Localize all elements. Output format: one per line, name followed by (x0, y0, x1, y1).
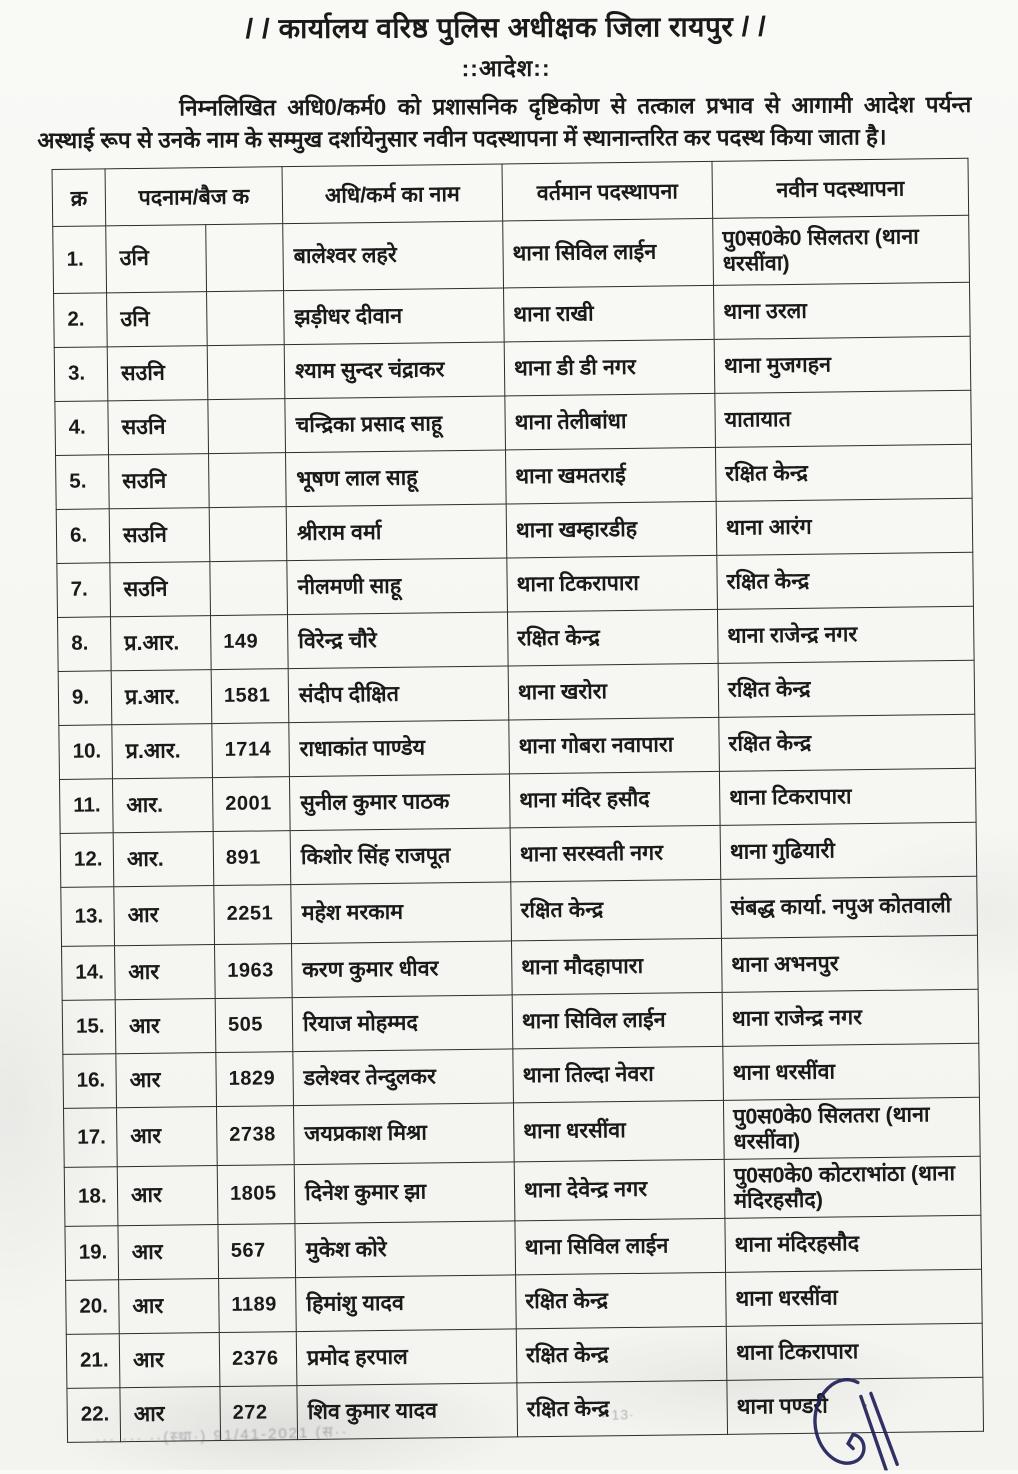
cell-name: डलेश्वर तेन्दुलकर (293, 1049, 514, 1106)
cell-rank: उनि (106, 225, 207, 293)
cell-rank: सउनि (109, 508, 210, 563)
cell-serial: 19. (65, 1226, 119, 1281)
cell-rank: आर (115, 999, 216, 1054)
cell-badge-number: 2251 (214, 885, 292, 945)
cell-rank: आर (119, 1333, 220, 1388)
col-header-name: अधि/कर्म का नाम (282, 164, 503, 224)
cell-name: नीलमणी साहू (287, 558, 508, 615)
cell-name: श्याम सुन्दर चंद्राकर (284, 342, 505, 399)
table-row (61, 876, 978, 946)
cell-rank: प्र.आर. (111, 616, 212, 671)
cell-rank: आर (115, 945, 216, 1000)
order-heading: ::आदेश:: (461, 54, 551, 82)
cell-name: करण कुमार धीवर (292, 941, 513, 998)
cell-current-posting: थाना देवेन्द्र नगर (514, 1159, 725, 1221)
cell-serial: 9. (58, 671, 112, 726)
cell-current-posting: थाना डी डी नगर (504, 339, 715, 396)
cell-badge-number: 1714 (212, 723, 290, 778)
cell-name: जयप्रकाश मिश्रा (293, 1103, 514, 1165)
cell-current-posting: थाना गोबरा नवापारा (509, 717, 720, 774)
cell-badge-number: 149 (210, 615, 288, 670)
cell-name: श्रीराम वर्मा (286, 504, 507, 561)
cell-current-posting: रक्षित केन्द्र (516, 1326, 727, 1383)
cell-current-posting: थाना सिविल लाईन (515, 1218, 726, 1275)
cell-badge-number: 1189 (219, 1278, 297, 1333)
cell-badge-number: 2376 (219, 1332, 297, 1387)
cell-badge-number (208, 399, 286, 454)
cell-new-posting: पु0स0के0 सिलतरा (थाना धरसींवा) (723, 1097, 980, 1159)
table-body (53, 215, 984, 1442)
cell-current-posting: रक्षित केन्द्र (517, 1380, 728, 1437)
cell-current-posting: थाना धरसींवा (513, 1100, 724, 1162)
cell-badge-number: 1963 (215, 944, 293, 999)
cell-current-posting: थाना मंदिर हसौद (509, 771, 720, 828)
table-row (53, 215, 970, 293)
cell-new-posting: रक्षित केन्द्र (717, 552, 974, 609)
cell-new-posting: थाना टिकरापारा (726, 1323, 983, 1380)
cell-badge-number: 272 (220, 1386, 298, 1441)
cell-current-posting: थाना टिकरापारा (507, 555, 718, 612)
cell-rank: उनि (107, 292, 208, 347)
cell-badge-number: 2738 (216, 1106, 294, 1166)
cell-new-posting: थाना धरसींवा (726, 1269, 983, 1326)
cell-new-posting: यातायात (715, 390, 972, 447)
cell-new-posting: थाना राजेन्द्र नगर (717, 606, 974, 663)
cell-new-posting: रक्षित केन्द्र (715, 444, 972, 501)
cell-rank: आर (120, 1387, 221, 1442)
cell-new-posting: रक्षित केन्द्र (718, 660, 975, 717)
cell-name: चन्द्रिका प्रसाद साहू (285, 396, 506, 453)
cell-serial: 7. (57, 563, 111, 618)
cell-current-posting: थाना खरोरा (508, 663, 719, 720)
cell-serial: 11. (59, 779, 113, 834)
cell-name: बालेश्वर लहरे (283, 221, 504, 291)
cell-badge-number: 1805 (217, 1165, 295, 1225)
cell-name: झड़ीधर दीवान (284, 288, 505, 345)
cell-current-posting: थाना सरस्वती नगर (510, 825, 721, 882)
cell-current-posting: थाना मौदहापारा (511, 938, 722, 995)
col-header-rank-badge: पदनाम/बैज क (105, 167, 283, 226)
cell-serial: 5. (56, 455, 110, 510)
cell-serial: 4. (55, 401, 109, 456)
cell-badge-number (206, 224, 284, 292)
cell-current-posting: थाना सिविल लाईन (512, 992, 723, 1049)
cell-badge-number: 567 (218, 1224, 296, 1279)
cell-badge-number (210, 561, 288, 616)
cell-rank: सउनि (109, 454, 210, 509)
cell-rank: आर (114, 886, 215, 946)
cell-badge-number (209, 453, 287, 508)
cell-serial: 13. (61, 887, 115, 947)
cell-new-posting: पु0स0के0 सिलतरा (थाना धरसींवा) (713, 215, 970, 285)
cell-serial: 20. (66, 1280, 120, 1335)
cell-new-posting: पु0स0के0 कोटराभांठा (थाना मंदिरहसौद) (724, 1156, 981, 1218)
order-paragraph: निम्नलिखित अधि0/कर्म0 को प्रशासनिक दृष्टिकोण से तत्काल प्रभाव से आगामी आदेश पर्यन्त अस्थाई रूप से उनके नाम के सम्मुख दर्शायेनुसार नवीन पदस्थापना में स्थानान्तरित कर पदस्थ किया जाता है। (37, 91, 972, 153)
cell-name: महेश मरकाम (291, 882, 512, 944)
cell-rank: आर. (112, 778, 213, 833)
cell-new-posting: थाना पण्डरी (727, 1377, 984, 1434)
cell-current-posting: थाना खमतराई (505, 447, 716, 504)
transfer-table (52, 158, 984, 1443)
cell-name: विरेन्द्र चौरे (287, 612, 508, 669)
cell-current-posting: थाना तेलीबांधा (505, 393, 716, 450)
cell-badge-number: 891 (213, 831, 291, 886)
cell-badge-number (209, 507, 287, 562)
cell-serial: 22. (67, 1388, 121, 1443)
cell-badge-number (207, 291, 285, 346)
office-title: / / कार्यालय वरिष्ठ पुलिस अधीक्षक जिला रायपुर / / (245, 10, 767, 45)
table-row (64, 1097, 981, 1167)
cell-serial: 2. (54, 293, 108, 348)
cell-badge-number: 2001 (212, 777, 290, 832)
cell-current-posting: रक्षित केन्द्र (511, 879, 722, 941)
col-header-serial: क्र (52, 169, 106, 227)
cell-serial: 21. (66, 1334, 120, 1389)
cell-rank: आर (116, 1053, 217, 1108)
cell-new-posting: रक्षित केन्द्र (719, 714, 976, 771)
cell-badge-number: 505 (215, 998, 293, 1053)
table-row (64, 1156, 981, 1226)
cell-serial: 15. (62, 1000, 116, 1055)
cell-name: शिव कुमार यादव (297, 1383, 518, 1440)
cell-rank: सउनि (107, 346, 208, 401)
cell-serial: 16. (63, 1054, 117, 1109)
cell-serial: 12. (60, 833, 114, 888)
cell-new-posting: थाना उरला (713, 282, 970, 339)
cell-current-posting: थाना तिल्दा नेवरा (513, 1046, 724, 1103)
cell-name: हिमांशु यादव (296, 1275, 517, 1332)
cell-rank: प्र.आर. (111, 670, 212, 725)
cell-new-posting: थाना राजेन्द्र नगर (722, 989, 979, 1046)
cell-current-posting: थाना खम्हारडीह (506, 501, 717, 558)
cell-new-posting: थाना टिकरापारा (719, 768, 976, 825)
cell-new-posting: थाना धरसींवा (723, 1043, 980, 1100)
cell-badge-number: 1829 (216, 1052, 294, 1107)
cell-rank: प्र.आर. (112, 724, 213, 779)
cell-name: सुनील कुमार पाठक (289, 774, 510, 831)
cell-serial: 6. (56, 509, 110, 564)
cell-current-posting: थाना सिविल लाईन (503, 218, 714, 288)
cell-name: किशोर सिंह राजपूत (290, 828, 511, 885)
cell-serial: 14. (62, 946, 116, 1001)
cell-name: भूषण लाल साहू (286, 450, 507, 507)
cell-new-posting: संबद्ध कार्या. नपुअ कोतवाली (721, 876, 978, 938)
cell-name: रियाज मोहम्मद (292, 995, 513, 1052)
cell-current-posting: थाना राखी (504, 285, 715, 342)
cell-current-posting: रक्षित केन्द्र (507, 609, 718, 666)
signature-ink (801, 1374, 919, 1471)
faint-file-number: ··· ··· ··(स्था·) 91/41-2021 (स·· (94, 1423, 349, 1449)
cell-rank: आर (118, 1225, 219, 1280)
col-header-new-posting: नवीन पदस्थापना (712, 158, 969, 218)
cell-rank: आर (119, 1279, 220, 1334)
cell-new-posting: थाना गुढियारी (720, 822, 977, 879)
cell-badge-number (207, 345, 285, 400)
cell-rank: आर (116, 1107, 217, 1167)
cell-name: दिनेश कुमार झा (294, 1162, 515, 1224)
cell-name: संदीप दीक्षित (288, 666, 509, 723)
cell-new-posting: थाना मुजगहन (714, 336, 971, 393)
cell-serial: 10. (59, 725, 113, 780)
faint-page-mark: - 13· (600, 1406, 635, 1423)
cell-serial: 17. (64, 1108, 118, 1168)
col-header-current-posting: वर्तमान पदस्थापना (502, 161, 713, 221)
cell-name: प्रमोद हरपाल (296, 1329, 517, 1386)
cell-new-posting: थाना अभनपुर (721, 935, 978, 992)
cell-new-posting: थाना आरंग (716, 498, 973, 555)
cell-serial: 18. (64, 1167, 118, 1227)
cell-badge-number: 1581 (211, 669, 289, 724)
cell-serial: 8. (58, 617, 112, 672)
cell-rank: आर (117, 1166, 218, 1226)
cell-rank: सउनि (108, 400, 209, 455)
cell-serial: 1. (53, 226, 107, 294)
cell-serial: 3. (54, 347, 108, 402)
cell-name: राधाकांत पाण्डेय (289, 720, 510, 777)
cell-new-posting: थाना मंदिरहसौद (725, 1215, 982, 1272)
cell-current-posting: रक्षित केन्द्र (516, 1272, 727, 1329)
cell-rank: आर. (113, 832, 214, 887)
cell-name: मुकेश कोरे (295, 1221, 516, 1278)
cell-rank: सउनि (110, 562, 211, 617)
